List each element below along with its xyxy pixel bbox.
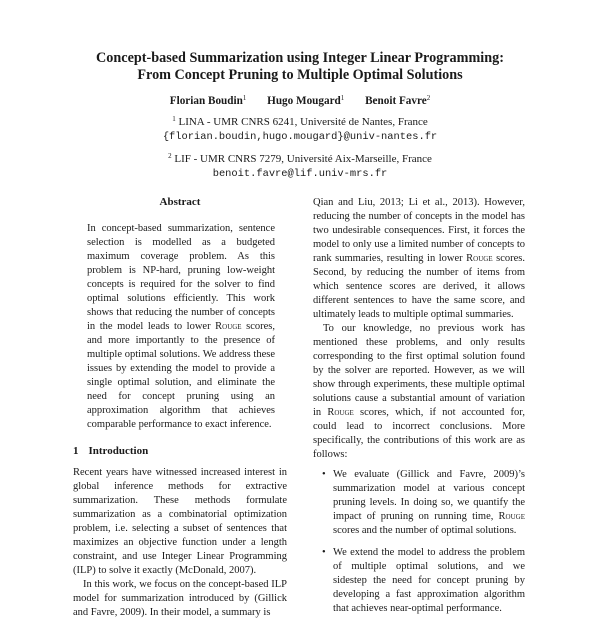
list-item-text-part: We extend the model to address the problem of multiple optimal solutions, and we sidestep the need for concept pruning by developing a fast approximation algorithm that achieves near-optimal performance. <box>333 547 525 614</box>
affiliation-2 <box>40 149 560 181</box>
title-line-2: From Concept Pruning to Multiple Optimal Solutions <box>137 67 463 83</box>
paragraph-text-part: scores, which, if not accounted for, could lead to incorrect conclusions. More specifically, the contributions of this work are as follows: <box>313 407 525 460</box>
affiliation-org: LINA - UMR CNRS 6241, Université de Nantes, France <box>178 116 428 128</box>
intro-paragraph-2: In this work, we focus on the concept-based ILP model for summarization introduced by (Gillick and Favre, 2009). In their model, a summary is <box>73 579 287 618</box>
abstract-text-part: In concept-based summarization, sentence selection is modelled as a budgeted maximum coverage problem. As this problem is NP-hard, pruning low-weight concepts is required for the solver to find optimal solutions efficiently. This work shows that reducing the number of concepts in the model leads to lower <box>87 223 275 332</box>
list-item <box>322 546 525 616</box>
abstract-text-part: scores, and more importantly to the presence of multiple optimal solutions. We address these issues by extending the model to provide a single optimal solution, and eliminate the need for concept pruning using an approximation algorithm that achieves comparable performance to exact inference. <box>87 321 275 430</box>
section-number: 1 <box>73 445 79 457</box>
contributions-list <box>313 468 525 616</box>
author-affiliation-mark: 1 <box>340 94 345 102</box>
author-list <box>40 94 560 107</box>
paragraph-text-part: Qian and Liu, 2013; Li et al., 2013). However, reducing the number of concepts in the model has two undesirable consequences. First, it forces the model to only use a limited number of concepts to rank summaries, resulting in lower <box>313 197 525 264</box>
list-item-text-part: scores and the number of optimal solutions. <box>333 525 517 536</box>
right-column <box>313 196 525 624</box>
rouge-term: Rouge <box>327 407 354 418</box>
paragraph-text-part: To our knowledge, no previous work has mentioned these problems, and only results corresponding to the first optimal solution found by the solver are reported. However, as we will show through experiments, these multiple optimal solutions cause a substantial amount of variation in <box>313 323 525 418</box>
right-paragraph-2 <box>313 322 525 462</box>
author-2 <box>267 95 344 107</box>
abstract-text <box>87 222 275 432</box>
list-item <box>322 468 525 538</box>
paper-title <box>40 50 560 84</box>
author-affiliation-mark: 2 <box>426 94 431 102</box>
abstract-heading: Abstract <box>159 196 201 208</box>
author-affiliation-mark: 1 <box>242 94 247 102</box>
right-paragraph-1 <box>313 196 525 322</box>
bullet-icon: • <box>322 547 326 558</box>
author-name: Benoit Favre <box>365 95 427 107</box>
author-1 <box>170 95 247 107</box>
affiliation-email: {florian.boudin,hugo.mougard}@univ-nantes.fr <box>162 130 438 143</box>
bullet-icon: • <box>322 469 326 480</box>
intro-paragraph-1: Recent years have witnessed increased interest in global inference methods for extractive summarization. These methods formulate summarization as a combinatorial optimization problem, i.e. selecting a subset of sentences that maximizes an objective function under a length constraint, and use Integer Linear Programming (ILP) to solve it exactly (McDonald, 2007). <box>73 467 287 576</box>
author-name: Florian Boudin <box>169 95 243 107</box>
affiliation-number: 1 <box>172 115 176 123</box>
author-name: Hugo Mougard <box>267 95 341 107</box>
affiliation-email: benoit.favre@lif.univ-mrs.fr <box>212 167 388 180</box>
list-item-text-part: We evaluate (Gillick and Favre, 2009)’s summarization model at various concept pruning levels. In doing so, we quantify the impact of pruning on running time, <box>333 469 525 522</box>
affiliation-1 <box>40 112 560 144</box>
left-column <box>73 196 287 620</box>
rouge-term: Rouge <box>466 253 493 264</box>
author-3 <box>365 95 430 107</box>
title-line-1: Concept-based Summarization using Integer Linear Programming: <box>96 50 504 66</box>
rouge-term: Rouge <box>215 321 242 332</box>
section-heading-introduction <box>73 445 287 457</box>
rouge-term: Rouge <box>498 511 525 522</box>
affiliation-number: 2 <box>168 152 172 160</box>
section-title: Introduction <box>88 445 149 457</box>
affiliation-org: LIF - UMR CNRS 7279, Université Aix-Marseille, France <box>174 153 432 165</box>
paragraph-text-part: scores. Second, by reducing the number of items from which sentence scores are derived, it allows different sentences to have the same score, and ultimately leads to multiple optimal summaries. <box>313 253 526 320</box>
